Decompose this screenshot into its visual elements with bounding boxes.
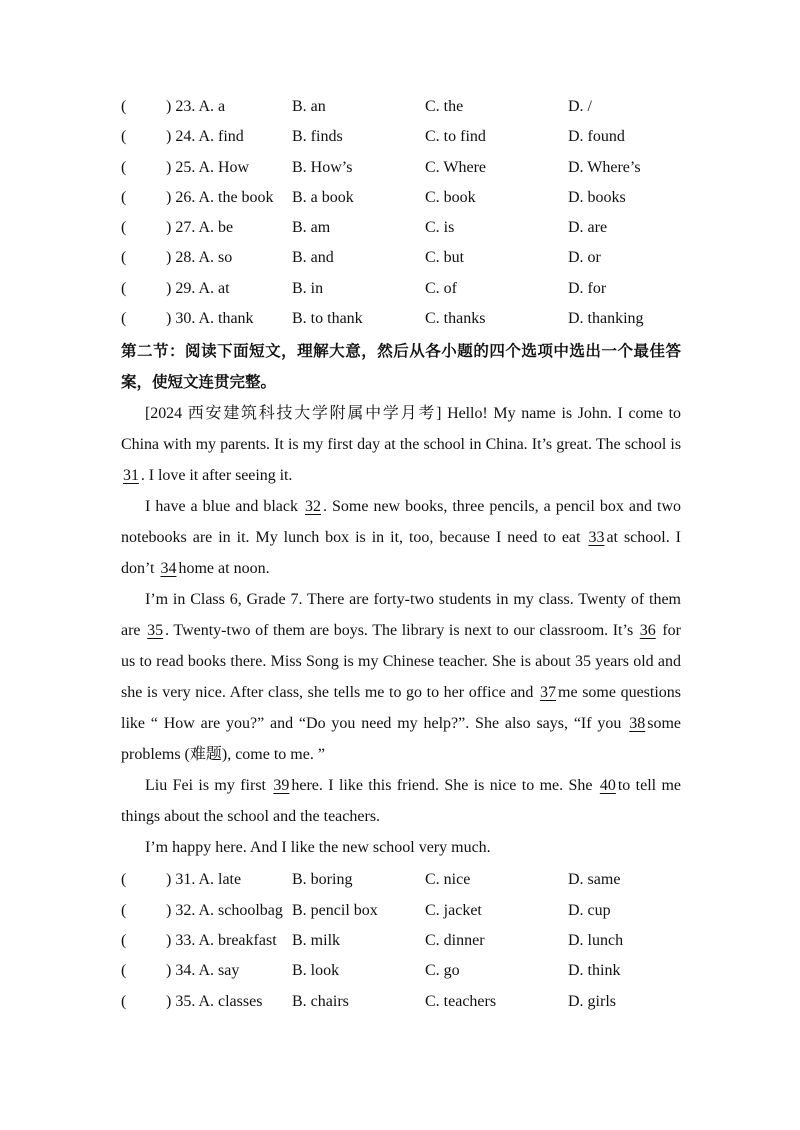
answer-bracket[interactable]: ( xyxy=(121,992,127,1010)
passage-text: I’m happy here. And I like the new school very much. xyxy=(145,839,491,857)
option-c: C. dinner xyxy=(425,931,485,949)
question-35 xyxy=(121,987,681,1017)
option-d: D. lunch xyxy=(568,931,624,949)
passage-text: I’m in Class 6, Grade 7. There are forty-two students in my class. Twenty of them are xyxy=(121,591,681,640)
question-29 xyxy=(121,274,681,304)
option-d: D. found xyxy=(568,128,625,146)
question-30 xyxy=(121,304,681,334)
blank-38[interactable]: 38 xyxy=(629,715,646,733)
question-number-option-a: ) 30. A. thank xyxy=(166,310,254,328)
option-b: B. an xyxy=(292,98,326,115)
passage-paragraph-5 xyxy=(121,832,681,863)
option-c: C. nice xyxy=(425,871,471,889)
exam-page xyxy=(121,92,681,1017)
blank-32[interactable]: 32 xyxy=(304,498,321,516)
passage-text: Liu Fei is my first xyxy=(145,777,272,795)
question-number-option-a: ) 23. A. a xyxy=(166,98,226,115)
option-c: C. but xyxy=(425,249,465,267)
option-d: D. Where’s xyxy=(568,158,641,176)
answer-bracket[interactable]: ( xyxy=(121,962,127,980)
option-c: C. is xyxy=(425,219,455,237)
blank-33[interactable]: 33 xyxy=(588,529,605,547)
answer-bracket[interactable]: ( xyxy=(121,901,127,919)
option-b: B. milk xyxy=(292,931,341,949)
question-number-option-a: ) 33. A. breakfast xyxy=(166,931,277,949)
option-d: D. same xyxy=(568,871,621,889)
option-b: B. to thank xyxy=(292,310,363,328)
source-note: [2024 西安建筑科技大学附属中学月考] xyxy=(145,405,442,423)
option-b: B. chairs xyxy=(292,992,349,1010)
passage-text: . Twenty-two of them are boys. The library is next to our classroom. It’s xyxy=(165,622,638,640)
option-d: D. / xyxy=(568,98,592,115)
option-b: B. and xyxy=(292,249,334,267)
passage-text: to tell me things about the school and the teachers. xyxy=(121,777,681,826)
blank-35[interactable]: 35 xyxy=(147,622,164,640)
passage-text: me some questions like “ How are you?” and “Do you need my help?”. She also says, “If you xyxy=(121,684,682,733)
question-number-option-a: ) 35. A. classes xyxy=(166,992,263,1010)
question-27 xyxy=(121,213,681,243)
answer-bracket[interactable]: ( xyxy=(121,128,127,146)
option-b: B. How’s xyxy=(292,158,353,176)
option-c: C. thanks xyxy=(425,310,486,328)
passage-paragraph-1 xyxy=(121,398,681,491)
passage-text: . Some new books, three pencils, a pencil box and two notebooks are in it. My lunch box is in it, too, because I need to eat xyxy=(121,498,681,547)
passage-text: here. I like this friend. She is nice to me. She xyxy=(291,777,598,795)
question-31 xyxy=(121,865,681,895)
question-number-option-a: ) 32. A. schoolbag xyxy=(166,901,283,919)
passage-text: at school. I don’t xyxy=(121,529,681,578)
option-c: C. of xyxy=(425,279,457,297)
question-34 xyxy=(121,956,681,986)
option-c: C. to find xyxy=(425,128,486,146)
passage-paragraph-3 xyxy=(121,584,681,770)
option-b: B. in xyxy=(292,279,324,297)
option-d: D. think xyxy=(568,962,621,980)
option-b: B. finds xyxy=(292,128,343,146)
option-d: D. cup xyxy=(568,901,611,919)
blank-37[interactable]: 37 xyxy=(540,684,557,702)
answer-bracket[interactable]: ( xyxy=(121,249,127,267)
option-c: C. book xyxy=(425,188,476,206)
answer-bracket[interactable]: ( xyxy=(121,310,127,328)
answer-bracket[interactable]: ( xyxy=(121,219,127,237)
answer-bracket[interactable]: ( xyxy=(121,931,127,949)
option-d: D. are xyxy=(568,219,608,237)
passage-text: Hello! My name is John. I come to China with my parents. It is my first day at the school in China. It’s great. The school is xyxy=(121,405,681,454)
passage-text: some problems (难题), come to me. ” xyxy=(121,715,681,764)
option-b: B. look xyxy=(292,962,340,980)
passage-paragraph-2 xyxy=(121,491,681,584)
answer-bracket[interactable]: ( xyxy=(121,158,127,176)
option-d: D. for xyxy=(568,279,607,297)
answer-bracket[interactable]: ( xyxy=(121,871,127,889)
option-c: C. teachers xyxy=(425,992,497,1010)
question-number-option-a: ) 34. A. say xyxy=(166,962,240,980)
passage-text: for us to read books there. Miss Song is my Chinese teacher. She is about 35 years old and she is very nice. After class, she tells me to go to her office and xyxy=(121,622,682,702)
option-c: C. Where xyxy=(425,158,487,176)
option-b: B. am xyxy=(292,219,331,237)
reading-passage xyxy=(121,398,681,863)
question-number-option-a: ) 27. A. be xyxy=(166,219,234,237)
question-list-top xyxy=(121,92,681,334)
option-d: D. girls xyxy=(568,992,616,1010)
passage-text: . I love it after seeing it. xyxy=(140,467,293,485)
option-c: C. jacket xyxy=(425,901,482,919)
question-number-option-a: ) 29. A. at xyxy=(166,279,230,297)
option-b: B. a book xyxy=(292,188,354,206)
blank-31[interactable]: 31 xyxy=(123,467,139,485)
question-24 xyxy=(121,122,681,152)
option-b: B. pencil box xyxy=(292,901,378,919)
question-32 xyxy=(121,896,681,926)
question-28 xyxy=(121,243,681,273)
question-list-bottom xyxy=(121,865,681,1016)
option-c: C. the xyxy=(425,98,464,115)
passage-text: I have a blue and black xyxy=(145,498,303,516)
option-d: D. thanking xyxy=(568,310,644,328)
blank-39[interactable]: 39 xyxy=(273,777,290,795)
passage-paragraph-4 xyxy=(121,770,681,832)
option-b: B. boring xyxy=(292,871,353,889)
blank-36[interactable]: 36 xyxy=(639,622,656,640)
option-c: C. go xyxy=(425,962,460,980)
question-23 xyxy=(121,92,681,122)
answer-bracket[interactable]: ( xyxy=(121,188,127,206)
question-26 xyxy=(121,183,681,213)
passage-text: home at noon. xyxy=(178,560,270,578)
section-title: 第二节：阅读下面短文，理解大意，然后从各小题的四个选项中选出一个最佳答案，使短文连贯完整。 xyxy=(121,342,681,392)
answer-bracket[interactable]: ( xyxy=(121,279,127,297)
option-d: D. books xyxy=(568,188,626,206)
option-d: D. or xyxy=(568,249,601,267)
blank-34[interactable]: 34 xyxy=(160,560,177,578)
blank-40[interactable]: 40 xyxy=(599,777,616,795)
question-number-option-a: ) 24. A. find xyxy=(166,128,244,146)
answer-bracket[interactable]: ( xyxy=(121,98,127,115)
question-number-option-a: ) 31. A. late xyxy=(166,871,242,889)
question-number-option-a: ) 28. A. so xyxy=(166,249,233,267)
question-number-option-a: ) 26. A. the book xyxy=(166,188,274,206)
question-number-option-a: ) 25. A. How xyxy=(166,158,250,176)
question-25 xyxy=(121,153,681,183)
question-33 xyxy=(121,926,681,956)
